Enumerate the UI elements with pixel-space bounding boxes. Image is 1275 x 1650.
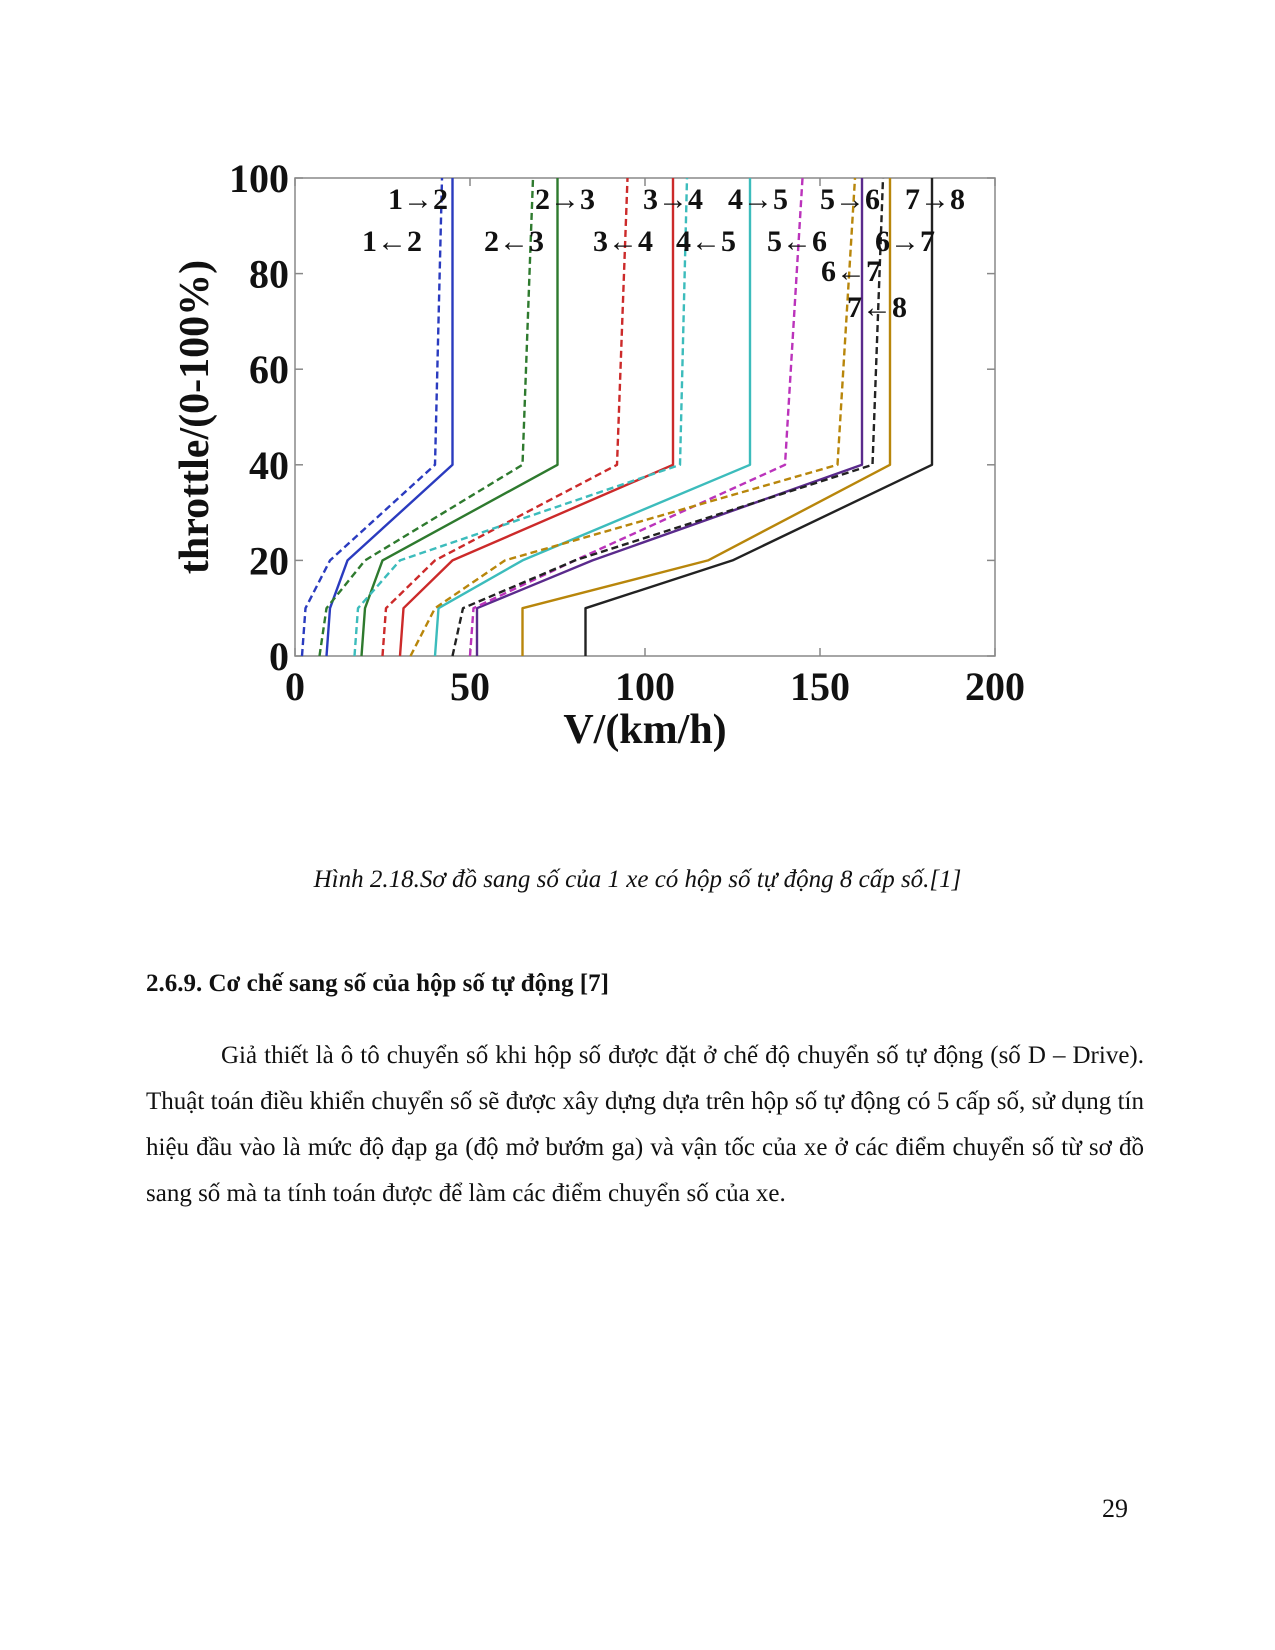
- y-tick-label: 0: [269, 634, 289, 679]
- series-label: 1→2: [388, 183, 448, 216]
- section-heading: 2.6.9. Cơ chế sang số của hộp số tự động [7]: [146, 970, 609, 997]
- x-tick-label: 0: [285, 664, 305, 709]
- chart-svg: [160, 160, 1100, 800]
- y-tick-label: 20: [249, 538, 289, 584]
- y-tick-label: 60: [249, 347, 289, 393]
- series-label: 5→6: [820, 183, 880, 216]
- series-label: 7→8: [905, 183, 965, 216]
- y-tick-label: 80: [249, 251, 289, 297]
- body-paragraph: Giả thiết là ô tô chuyển số khi hộp số được đặt ở chế độ chuyển số tự động (số D – Drive). Thuật toán điều khiển chuyển số sẽ được xây dựng dựa trên hộp số tự động có 5 cấp số, sử dụng tín hiệu đầu vào là mức độ đạp ga (độ mở bướm ga) và vận tốc của xe ở các điểm chuyển số từ sơ đồ sang số mà ta tính toán được để làm các điểm chuyển số của xe.: [146, 1042, 1144, 1207]
- shift-schedule-chart: [160, 160, 1100, 800]
- figure-caption: Hình 2.18.Sơ đồ sang số của 1 xe có hộp số tự động 8 cấp số.[1]: [313, 866, 962, 893]
- series-label: 4→5: [728, 183, 788, 216]
- series-label: 3←4: [593, 225, 653, 258]
- y-tick-labels: [229, 160, 289, 679]
- series-label: 7←8: [847, 291, 907, 324]
- x-tick-label: 50: [450, 664, 490, 709]
- series-label: 3→4: [643, 183, 703, 216]
- series-label: 1←2: [362, 225, 422, 258]
- series-label: 2←3: [484, 225, 544, 258]
- series-label: 6←7: [821, 255, 881, 288]
- y-axis-label: throttle/(0-100%): [172, 259, 218, 575]
- series-label: 5←6: [767, 225, 827, 258]
- series-label: 4←5: [676, 225, 736, 258]
- series-label: 6→7: [875, 225, 935, 258]
- x-axis-label: V/(km/h): [563, 707, 727, 753]
- x-tick-label: 150: [790, 664, 850, 709]
- y-tick-label: 100: [229, 160, 289, 201]
- series-label: 2→3: [535, 183, 595, 216]
- x-tick-labels: [285, 664, 1025, 709]
- x-tick-label: 200: [965, 664, 1025, 709]
- x-tick-label: 100: [615, 664, 675, 709]
- y-tick-label: 40: [249, 442, 289, 488]
- page-number: 29: [1102, 1494, 1128, 1523]
